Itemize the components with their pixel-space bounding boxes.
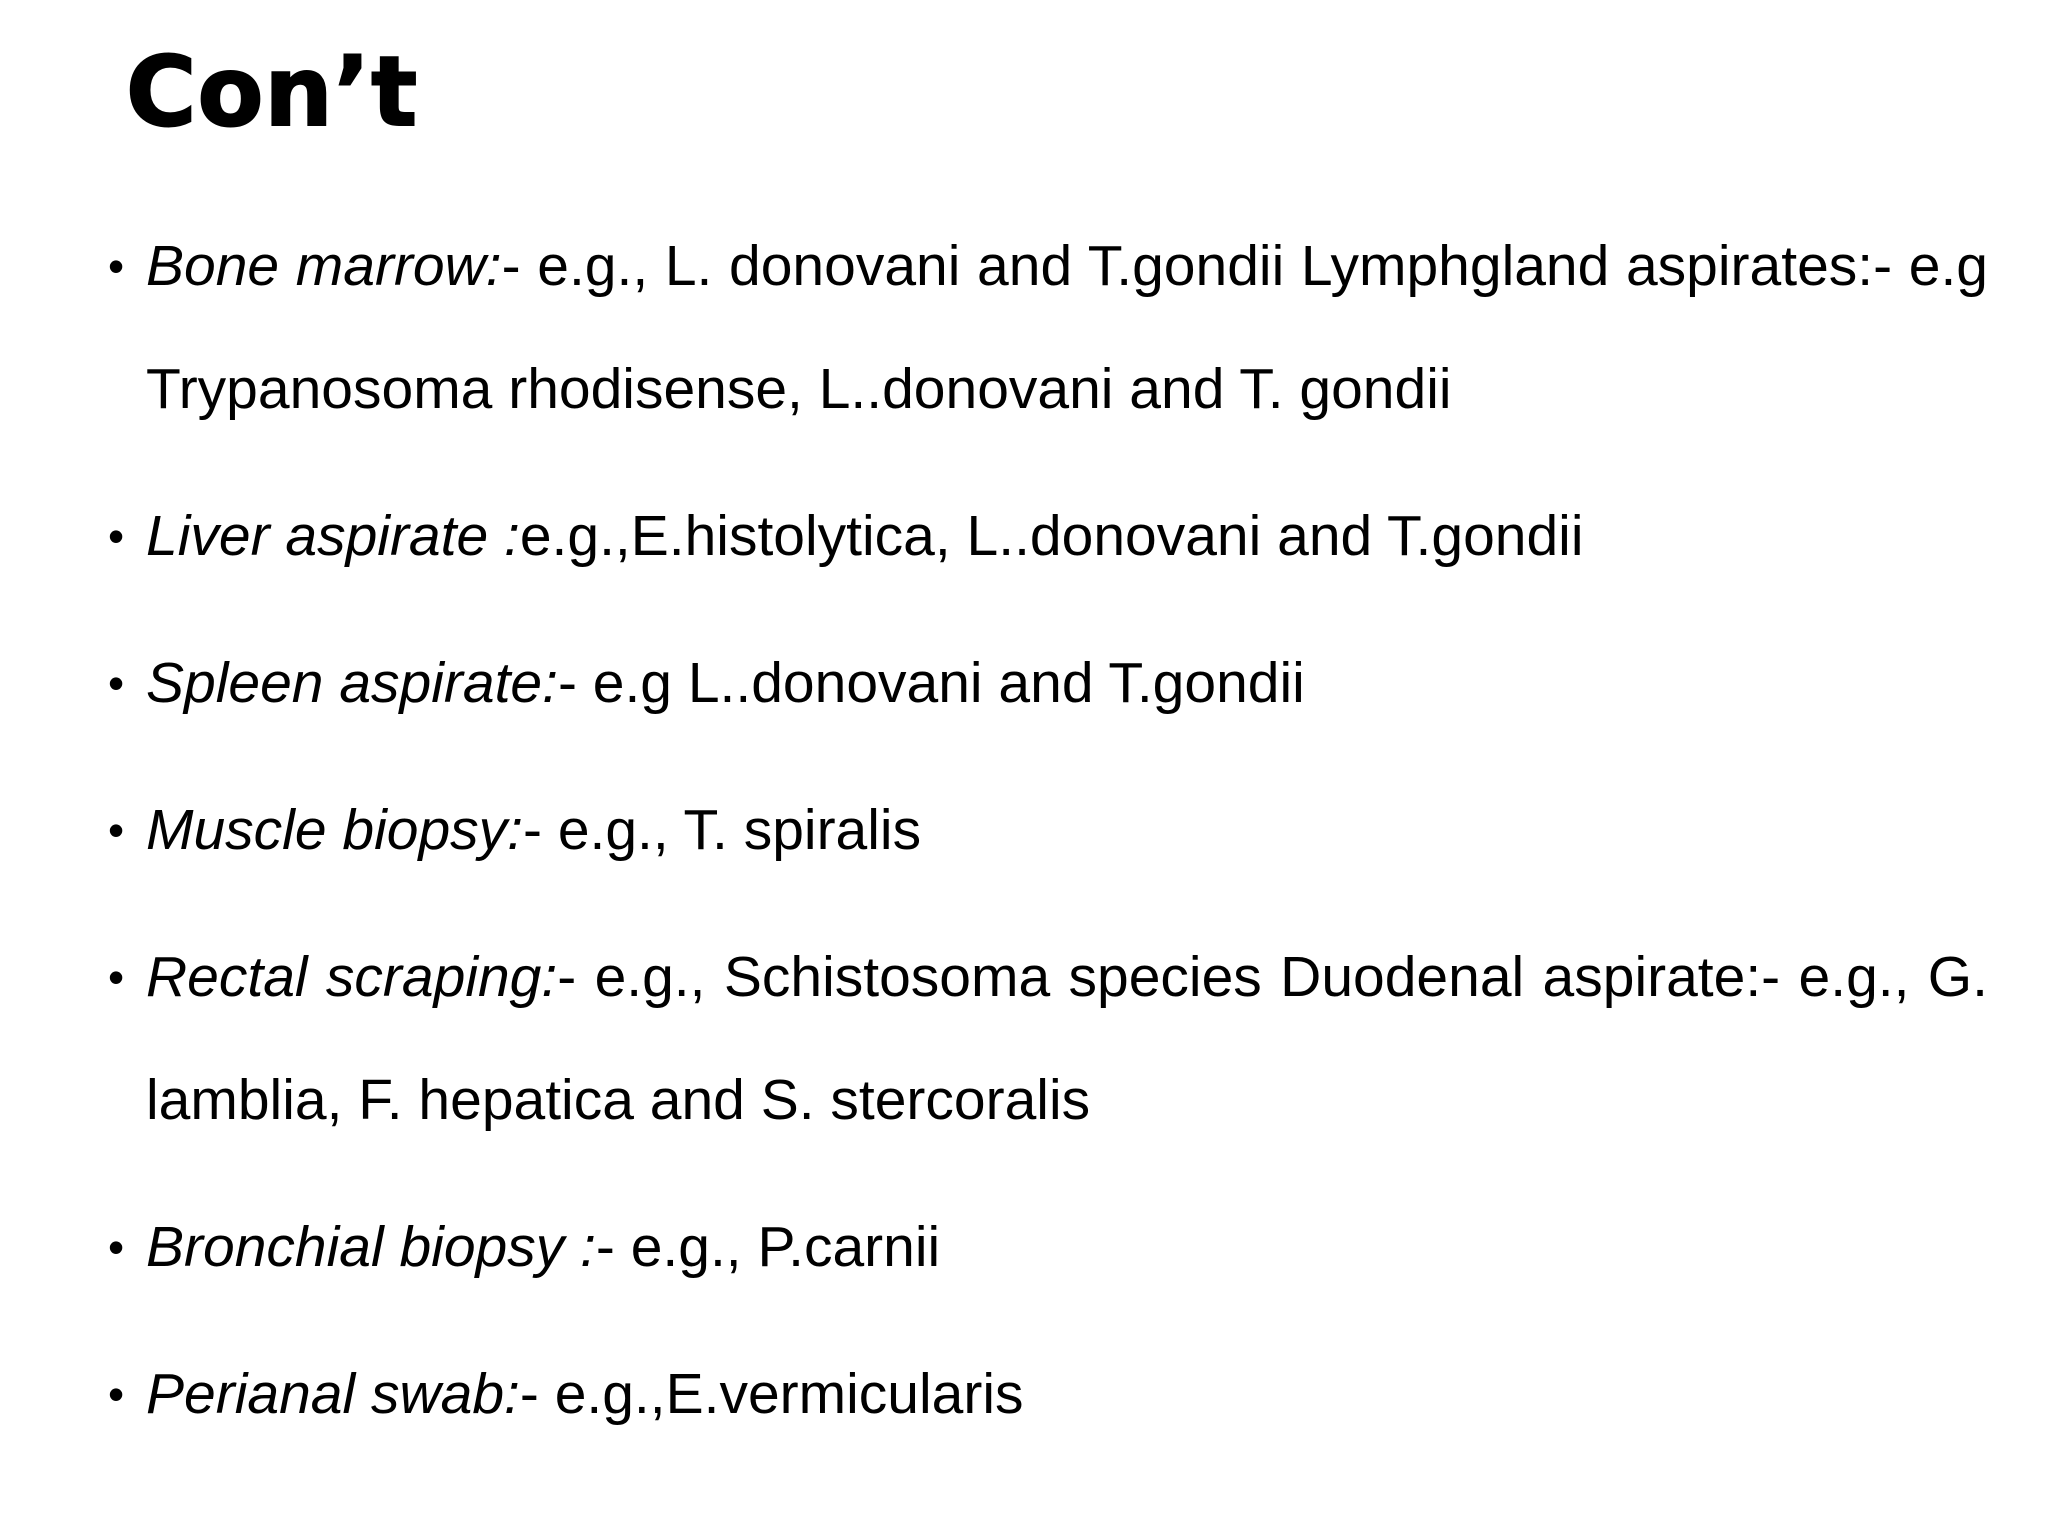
- bullet-list: [108, 205, 1988, 1480]
- bullet-term: Bone marrow:: [146, 234, 502, 298]
- bullet-muscle-biopsy: [108, 769, 1988, 892]
- bullet-dot-icon: •: [108, 510, 125, 562]
- bullet-text: - e.g L..donovani and T.gondii: [557, 651, 1305, 715]
- bullet-text: - e.g.,E.vermicularis: [519, 1362, 1024, 1426]
- bullet-dot-icon: •: [108, 1221, 125, 1273]
- bullet-term: Rectal scraping:: [146, 945, 558, 1009]
- bullet-liver-aspirate: [108, 475, 1988, 598]
- bullet-perianal-swab: [108, 1333, 1988, 1456]
- bullet-dot-icon: •: [108, 1368, 125, 1420]
- bullet-term: Spleen aspirate:: [146, 651, 558, 715]
- bullet-bronchial-biopsy: [108, 1186, 1988, 1309]
- bullet-text: e.g.,E.histolytica, L..donovani and T.gondii: [519, 504, 1584, 568]
- bullet-text: - e.g., Schistosoma species Duodenal aspirate:- e.g., G. lamblia, F. hepatica and S. stercoralis: [146, 945, 1988, 1132]
- bullet-text: - e.g., L. donovani and T.gondii Lymphgland aspirates:- e.g Trypanosoma rhodisense, L..donovani and T. gondii: [146, 234, 1988, 421]
- bullet-text: - e.g., P.carnii: [595, 1215, 941, 1279]
- bullet-term: Perianal swab:: [146, 1362, 520, 1426]
- bullet-dot-icon: •: [108, 804, 125, 856]
- bullet-spleen-aspirate: [108, 622, 1988, 745]
- bullet-bone-marrow: [108, 205, 1988, 451]
- bullet-dot-icon: •: [108, 240, 125, 292]
- bullet-term: Muscle biopsy:: [146, 798, 523, 862]
- bullet-rectal-scraping: [108, 916, 1988, 1162]
- bullet-term: Liver aspirate :: [146, 504, 520, 568]
- bullet-term: Bronchial biopsy :: [146, 1215, 596, 1279]
- slide-title: Con’t: [126, 36, 419, 148]
- bullet-dot-icon: •: [108, 951, 125, 1003]
- bullet-dot-icon: •: [108, 657, 125, 709]
- bullet-text: - e.g., T. spiralis: [523, 798, 922, 862]
